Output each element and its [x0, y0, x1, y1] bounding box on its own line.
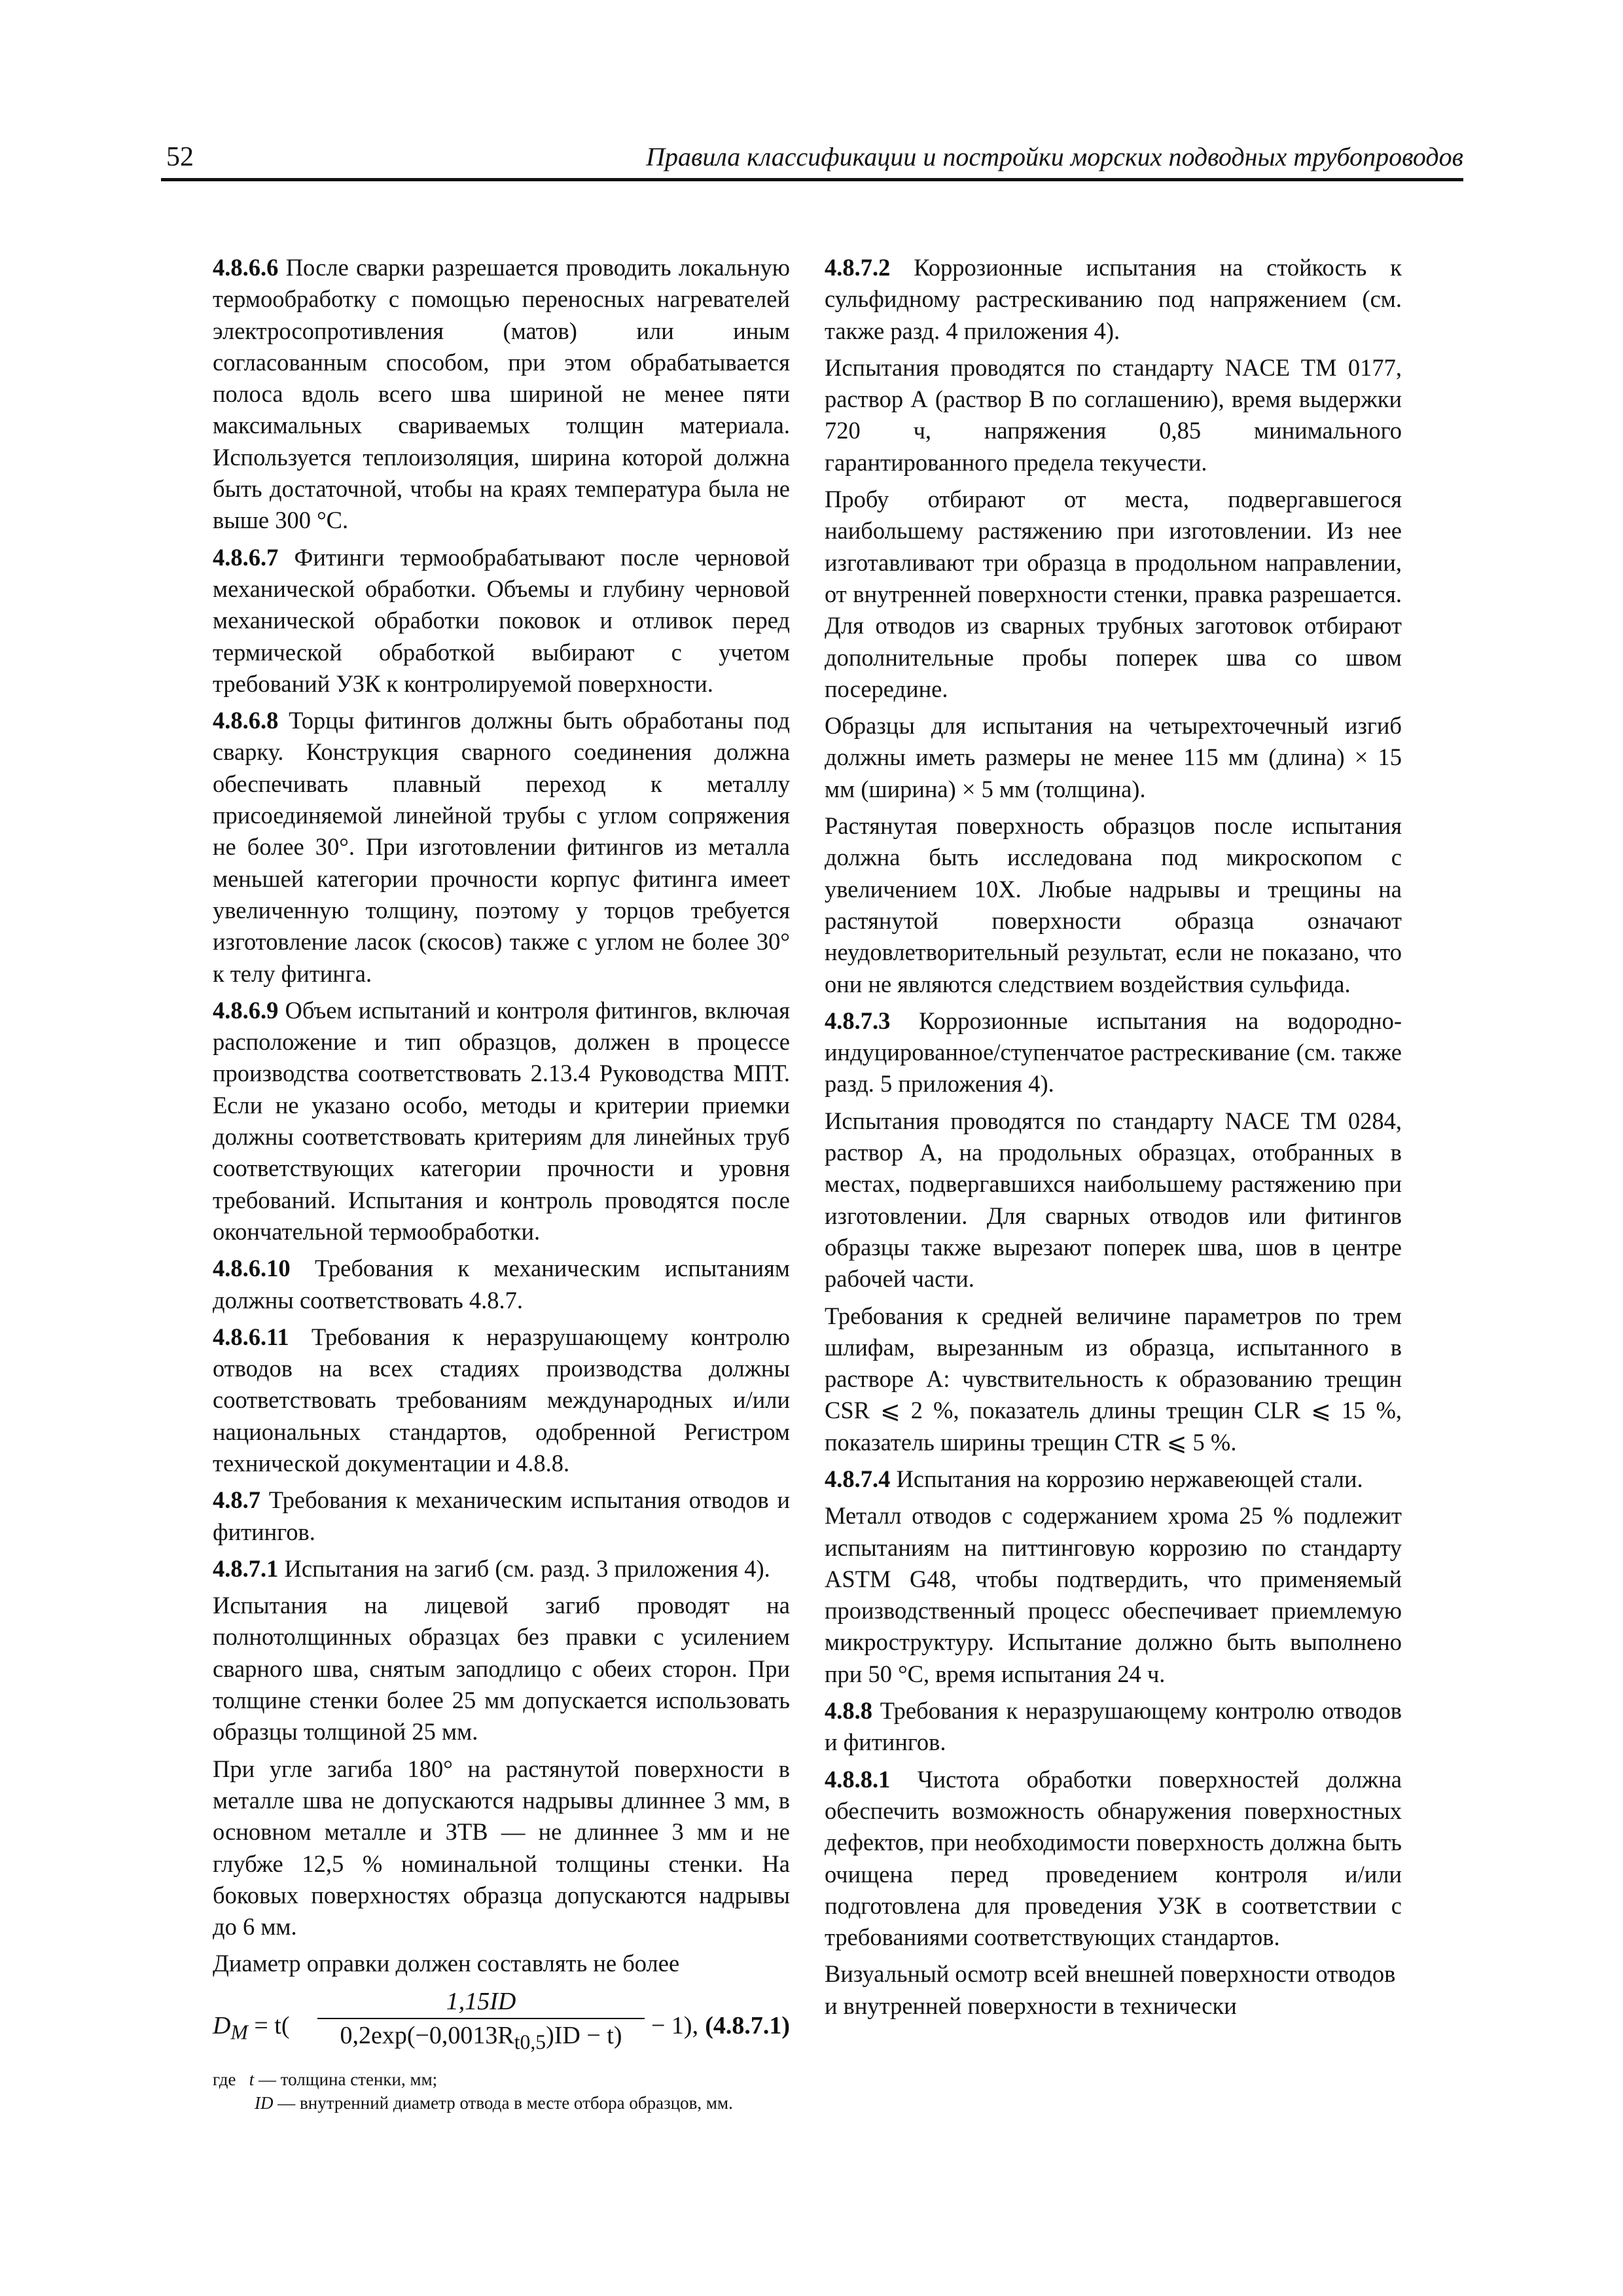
left-column	[213, 252, 790, 2115]
paragraph-bend-angle: При угле загиба 180° на растянутой поверхности в металле шва не допускаются надрывы длиннее 3 мм, в основном металле и ЗТВ — не длиннее 3 мм и не глубже 12,5 % номинальной толщины стенки. На боковых поверхностях образца допускаются надрывы до 6 мм.	[213, 1755, 790, 1941]
paragraph-4-8-6-9	[213, 995, 790, 1247]
clause-number: 4.8.8	[825, 1697, 872, 1725]
paragraph-4-8-6-11	[213, 1321, 790, 1479]
clause-number: 4.8.6.7	[213, 543, 279, 571]
formula-denominator	[317, 2020, 645, 2058]
paragraph-nace-0177: Испытания проводятся по стандарту NACE TM 0177, раствор А (раствор В по соглашению), время выдержки 720 ч, напряжения 0,85 минимального гарантированного предела текучести.	[825, 353, 1402, 476]
legend-label: где	[213, 2069, 236, 2089]
paragraph-text: Коррозионные испытания на стойкость к сульфидному растрескиванию под напряжением (см. также разд. 4 приложения 4).	[825, 254, 1402, 344]
paragraph-visual: Визуальный осмотр всей внешней поверхности отводов и внутренней поверхности в технически	[825, 1960, 1396, 2019]
paragraph-nace-0284: Испытания проводятся по стандарту NACE TM 0284, раствор А, на продольных образцах, отобранных в местах, подвергавшихся наибольшему растяжению при изготовлении. Для сварных отводов или фитингов образцы также вырезают поперек шва, шов в центре рабочей части.	[825, 1107, 1402, 1293]
formula-numerator: 1,15ID	[446, 1987, 516, 2015]
formula-lhs-symbol: D	[213, 2011, 231, 2039]
paragraph-4-8-7-3	[825, 1005, 1402, 1100]
denominator-subscript: t0,5	[514, 2030, 546, 2054]
formula-lhs-subscript: M	[230, 2020, 248, 2044]
paragraph-pitting: Металл отводов с содержанием хрома 25 % подлежит испытаниям на питтинговую коррозию по стандарту ASTM G48, чтобы подтвердить, что применяемый производственный процесс обеспечивает приемлемую микроструктуру. Испытание должно быть выполнено при 50 °С, время испытания 24 ч.	[825, 1502, 1402, 1687]
page-number: 52	[166, 142, 194, 172]
heading-4-8-7	[213, 1484, 790, 1548]
paragraph-text: Требования к механическим испытания отводов и фитингов.	[213, 1486, 790, 1545]
clause-number: 4.8.7.2	[825, 254, 891, 281]
denominator-part: 0,2exp(−0,0013R	[340, 2021, 514, 2049]
clause-number: 4.8.7	[213, 1486, 260, 1514]
paragraph-mandrel: Диаметр оправки должен составлять не более	[213, 1950, 680, 1977]
paragraph-text: Торцы фитингов должны быть обработаны под сварку. Конструкция сварного соединения должна обеспечивать плавный переход к металлу присоединяемой линейной трубы с углом сопряжения не более 30°. При изготовлении фитингов из металла меньшей категории прочности корпус фитинга имеет увеличенную толщину, поэтому у торцов требуется изготовление ласок (скосов) также с углом не более 30° к телу фитинга.	[213, 707, 790, 987]
paragraph-text: Требования к механическим испытаниям должны соответствовать 4.8.7.	[213, 1255, 790, 1314]
paragraph-sampling: Пробу отбирают от места, подвергавшегося наибольшему растяжению при изготовлении. Из нее изготавливают три образца в продольном направлении, от внутренней поверхности стенки, правка разрешается. Для отводов из сварных трубных заготовок отбирают дополнительные пробы поперек шва со швом посередине.	[825, 486, 1402, 702]
heading-4-8-8	[825, 1695, 1402, 1759]
paragraph-4-8-6-7	[213, 542, 790, 700]
paragraph-text: Требования к неразрушающему контролю отводов на всех стадиях производства должны соответствовать требованиям международных и/или национальных стандартов, одобренной Регистром технической документации и 4.8.8.	[213, 1323, 790, 1477]
clause-number: 4.8.8.1	[825, 1765, 891, 1793]
paragraph-text: Коррозионные испытания на водородно-индуцированное/ступенчатое растрескивание (см. также разд. 5 приложения 4).	[825, 1007, 1402, 1098]
clause-number: 4.8.7.3	[825, 1007, 891, 1034]
paragraph-face-bend: Испытания на лицевой загиб проводят на полнотолщинных образцах без правки с усилением сварного шва, снятым заподлицо с обеих сторон. При толщине стенки более 25 мм допускается использовать образцы толщиной 25 мм.	[213, 1592, 790, 1746]
paragraph-text: Фитинги термообрабатывают после черновой механической обработки. Объемы и глубину черновой механической обработки поковок и отливок перед термической обработкой выбирают с учетом требований УЗК к контролируемой поверхности.	[213, 543, 790, 697]
formula-lhs	[213, 2010, 289, 2049]
paragraph-text: Требования к неразрушающему контролю отводов и фитингов.	[825, 1697, 1402, 1756]
paragraph-specimen-size: Образцы для испытания на четырехточечный изгиб должны иметь размеры не менее 115 мм (длина) × 15 мм (ширина) × 5 мм (толщина).	[825, 712, 1402, 802]
paragraph-4-8-7-2	[825, 252, 1402, 347]
legend-id	[213, 2091, 790, 2115]
right-column	[825, 252, 1402, 2027]
clause-number: 4.8.6.11	[213, 1323, 289, 1350]
paragraph-crack-criteria: Требования к средней величине параметров по трем шлифам, вырезанным из образца, испытанного в растворе А: чувствительность к образованию трещин CSR ⩽ 2 %, показатель длины трещин CLR ⩽ 15 %, показатель ширины трещин CTR ⩽ 5 %.	[825, 1302, 1402, 1456]
paragraph-text: Испытания на коррозию нержавеющей стали.	[890, 1465, 1363, 1492]
paragraph-4-8-8-1	[825, 1764, 1402, 1954]
legend-desc-id: — внутренний диаметр отвода в месте отбора образцов, мм.	[273, 2092, 733, 2113]
legend-symbol-t: t	[249, 2069, 255, 2089]
paragraph-text: После сварки разрешается проводить локальную термообработку с помощью переносных нагревателей электросопротивления (матов) или иным согласованным способом, при этом обрабатывается полоса вдоль всего шва шириной не менее пяти максимальных свариваемых толщин материала. Используется теплоизоляция, ширина которой должна быть достаточной, чтобы на краях температура была не выше 300 °С.	[213, 254, 790, 534]
clause-number: 4.8.6.6	[213, 254, 279, 281]
paragraph-text: Испытания на загиб (см. разд. 3 приложения 4).	[278, 1554, 770, 1582]
formula-fraction	[317, 1986, 645, 2058]
clause-number: 4.8.6.9	[213, 996, 279, 1024]
clause-number: 4.8.6.10	[213, 1255, 291, 1282]
fraction-bar	[317, 2018, 645, 2019]
running-title: Правила классификации и постройки морских подводных трубопроводов	[646, 142, 1463, 171]
paragraph-4-8-6-10	[213, 1253, 790, 1316]
legend-t	[213, 2068, 790, 2091]
denominator-tail: )ID − t)	[546, 2021, 622, 2049]
paragraph-text: Объем испытаний и контроля фитингов, включая расположение и тип образцов, должен в процессе производства соответствовать 2.13.4 Руководства МПТ. Если не указано особо, методы и критерии приемки должны соответствовать критериям для линейных труб соответствующих категории прочности и уровня требований. Испытания и контроль проводятся после окончательной термообработки.	[213, 996, 790, 1245]
formula-4-8-7-1	[213, 1986, 790, 2064]
paragraph-4-8-7-4	[825, 1463, 1402, 1495]
paragraph-4-8-6-6	[213, 252, 790, 537]
paragraph-text: Чистота обработки поверхностей должна обеспечить возможность обнаружения поверхностных дефектов, при необходимости поверхность должна быть очищена перед проведением контроля и/или подготовлена для проведения УЗК в соответствии с требованиями соответствующих стандартов.	[825, 1765, 1402, 1951]
paragraph-4-8-6-8	[213, 705, 790, 990]
clause-number: 4.8.7.1	[213, 1554, 279, 1582]
formula-number: (4.8.7.1)	[705, 2011, 790, 2039]
formula-legend	[213, 2068, 790, 2115]
clause-number: 4.8.7.4	[825, 1465, 891, 1492]
page-header	[161, 139, 1463, 181]
legend-symbol-id: ID	[255, 2092, 274, 2113]
legend-desc-t: — толщина стенки, мм;	[254, 2069, 438, 2089]
header-rule	[161, 178, 1463, 181]
formula-tail: − 1),	[651, 2011, 699, 2039]
paragraph-microscope: Растянутая поверхность образцов после испытания должна быть исследована под микроскопом с увеличением 10Х. Любые надрывы и трещины на растянутой поверхности образца означают неудовлетворительный результат, если не показано, что они не являются следствием воздействия сульфида.	[825, 812, 1402, 997]
clause-number: 4.8.6.8	[213, 707, 279, 734]
formula-equals: = t(	[247, 2011, 290, 2039]
paragraph-4-8-7-1	[213, 1553, 790, 1585]
